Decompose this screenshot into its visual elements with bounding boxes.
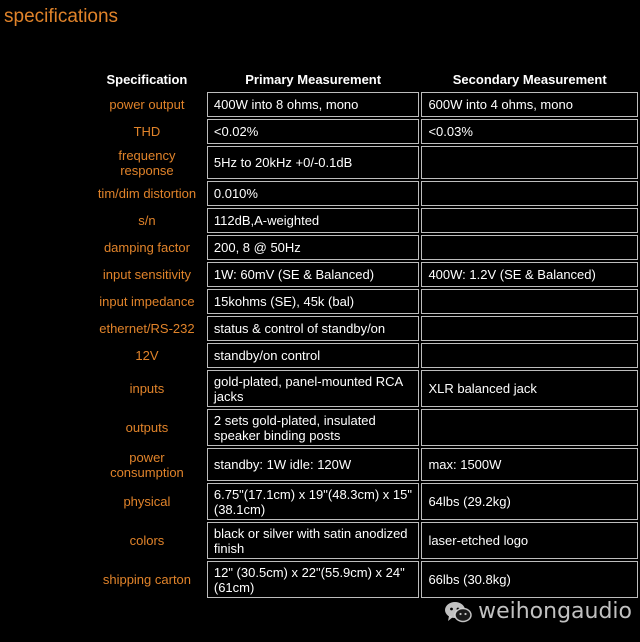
spec-table-body (89, 92, 638, 598)
table-row (89, 181, 638, 206)
spec-label: input impedance (99, 294, 195, 309)
spec-label: shipping carton (102, 572, 192, 587)
table-row (89, 119, 638, 144)
table-row (89, 522, 638, 559)
header-primary-measurement: Primary Measurement (245, 71, 382, 87)
table-row (89, 409, 638, 446)
primary-value: standby: 1W idle: 120W (207, 448, 420, 481)
primary-value: 1W: 60mV (SE & Balanced) (207, 262, 420, 287)
table-row (89, 561, 638, 598)
spec-label: s/n (138, 213, 156, 228)
primary-value: 200, 8 @ 50Hz (207, 235, 420, 260)
primary-value: 2 sets gold-plated, insulated speaker binding posts (207, 409, 420, 446)
table-row (89, 448, 638, 481)
header-secondary-measurement: Secondary Measurement (452, 71, 607, 87)
primary-value: <0.02% (207, 119, 420, 144)
spec-label: inputs (129, 381, 165, 396)
spec-label: THD (133, 124, 161, 139)
secondary-value: 600W into 4 ohms, mono (421, 92, 638, 117)
secondary-value: XLR balanced jack (421, 370, 638, 407)
secondary-value (421, 146, 638, 179)
secondary-value (421, 409, 638, 446)
spec-table (87, 66, 640, 600)
table-header-row (89, 68, 638, 90)
secondary-value: laser-etched logo (421, 522, 638, 559)
spec-label: frequency response (118, 147, 176, 178)
wechat-icon (444, 600, 472, 624)
watermark-text: weihongaudio (478, 599, 632, 624)
table-row (89, 343, 638, 368)
secondary-value: 66lbs (30.8kg) (421, 561, 638, 598)
table-row (89, 208, 638, 233)
spec-label: outputs (125, 420, 169, 435)
secondary-value (421, 181, 638, 206)
primary-value: 12" (30.5cm) x 22"(55.9cm) x 24"(61cm) (207, 561, 420, 598)
header-specification: Specification (106, 71, 188, 87)
primary-value: 112dB,A-weighted (207, 208, 420, 233)
primary-value: 15kohms (SE), 45k (bal) (207, 289, 420, 314)
table-row (89, 289, 638, 314)
primary-value: black or silver with satin anodized finish (207, 522, 420, 559)
page-title: specifications (4, 6, 119, 27)
table-row (89, 370, 638, 407)
secondary-value (421, 343, 638, 368)
spec-label: tim/dim distortion (97, 186, 197, 201)
primary-value: 5Hz to 20kHz +0/-0.1dB (207, 146, 420, 179)
primary-value: 400W into 8 ohms, mono (207, 92, 420, 117)
spec-label: physical (123, 494, 171, 509)
spec-label: power output (109, 97, 185, 112)
secondary-value (421, 208, 638, 233)
primary-value: standby/on control (207, 343, 420, 368)
table-row (89, 316, 638, 341)
primary-value: 6.75"(17.1cm) x 19"(48.3cm) x 15"(38.1cm) (207, 483, 420, 520)
watermark (444, 599, 632, 624)
spec-label: power consumption (110, 449, 184, 480)
secondary-value: 400W: 1.2V (SE & Balanced) (421, 262, 638, 287)
table-row (89, 262, 638, 287)
table-row (89, 483, 638, 520)
secondary-value (421, 235, 638, 260)
table-row (89, 92, 638, 117)
secondary-value: 64lbs (29.2kg) (421, 483, 638, 520)
spec-label: ethernet/RS-232 (99, 321, 195, 336)
secondary-value: <0.03% (421, 119, 638, 144)
table-row (89, 235, 638, 260)
primary-value: status & control of standby/on (207, 316, 420, 341)
spec-label: colors (129, 533, 165, 548)
secondary-value (421, 316, 638, 341)
secondary-value (421, 289, 638, 314)
spec-label: input sensitivity (102, 267, 192, 282)
table-row (89, 146, 638, 179)
spec-label: 12V (135, 348, 159, 363)
primary-value: gold-plated, panel-mounted RCA jacks (207, 370, 420, 407)
primary-value: 0.010% (207, 181, 420, 206)
secondary-value: max: 1500W (421, 448, 638, 481)
spec-label: damping factor (103, 240, 190, 255)
